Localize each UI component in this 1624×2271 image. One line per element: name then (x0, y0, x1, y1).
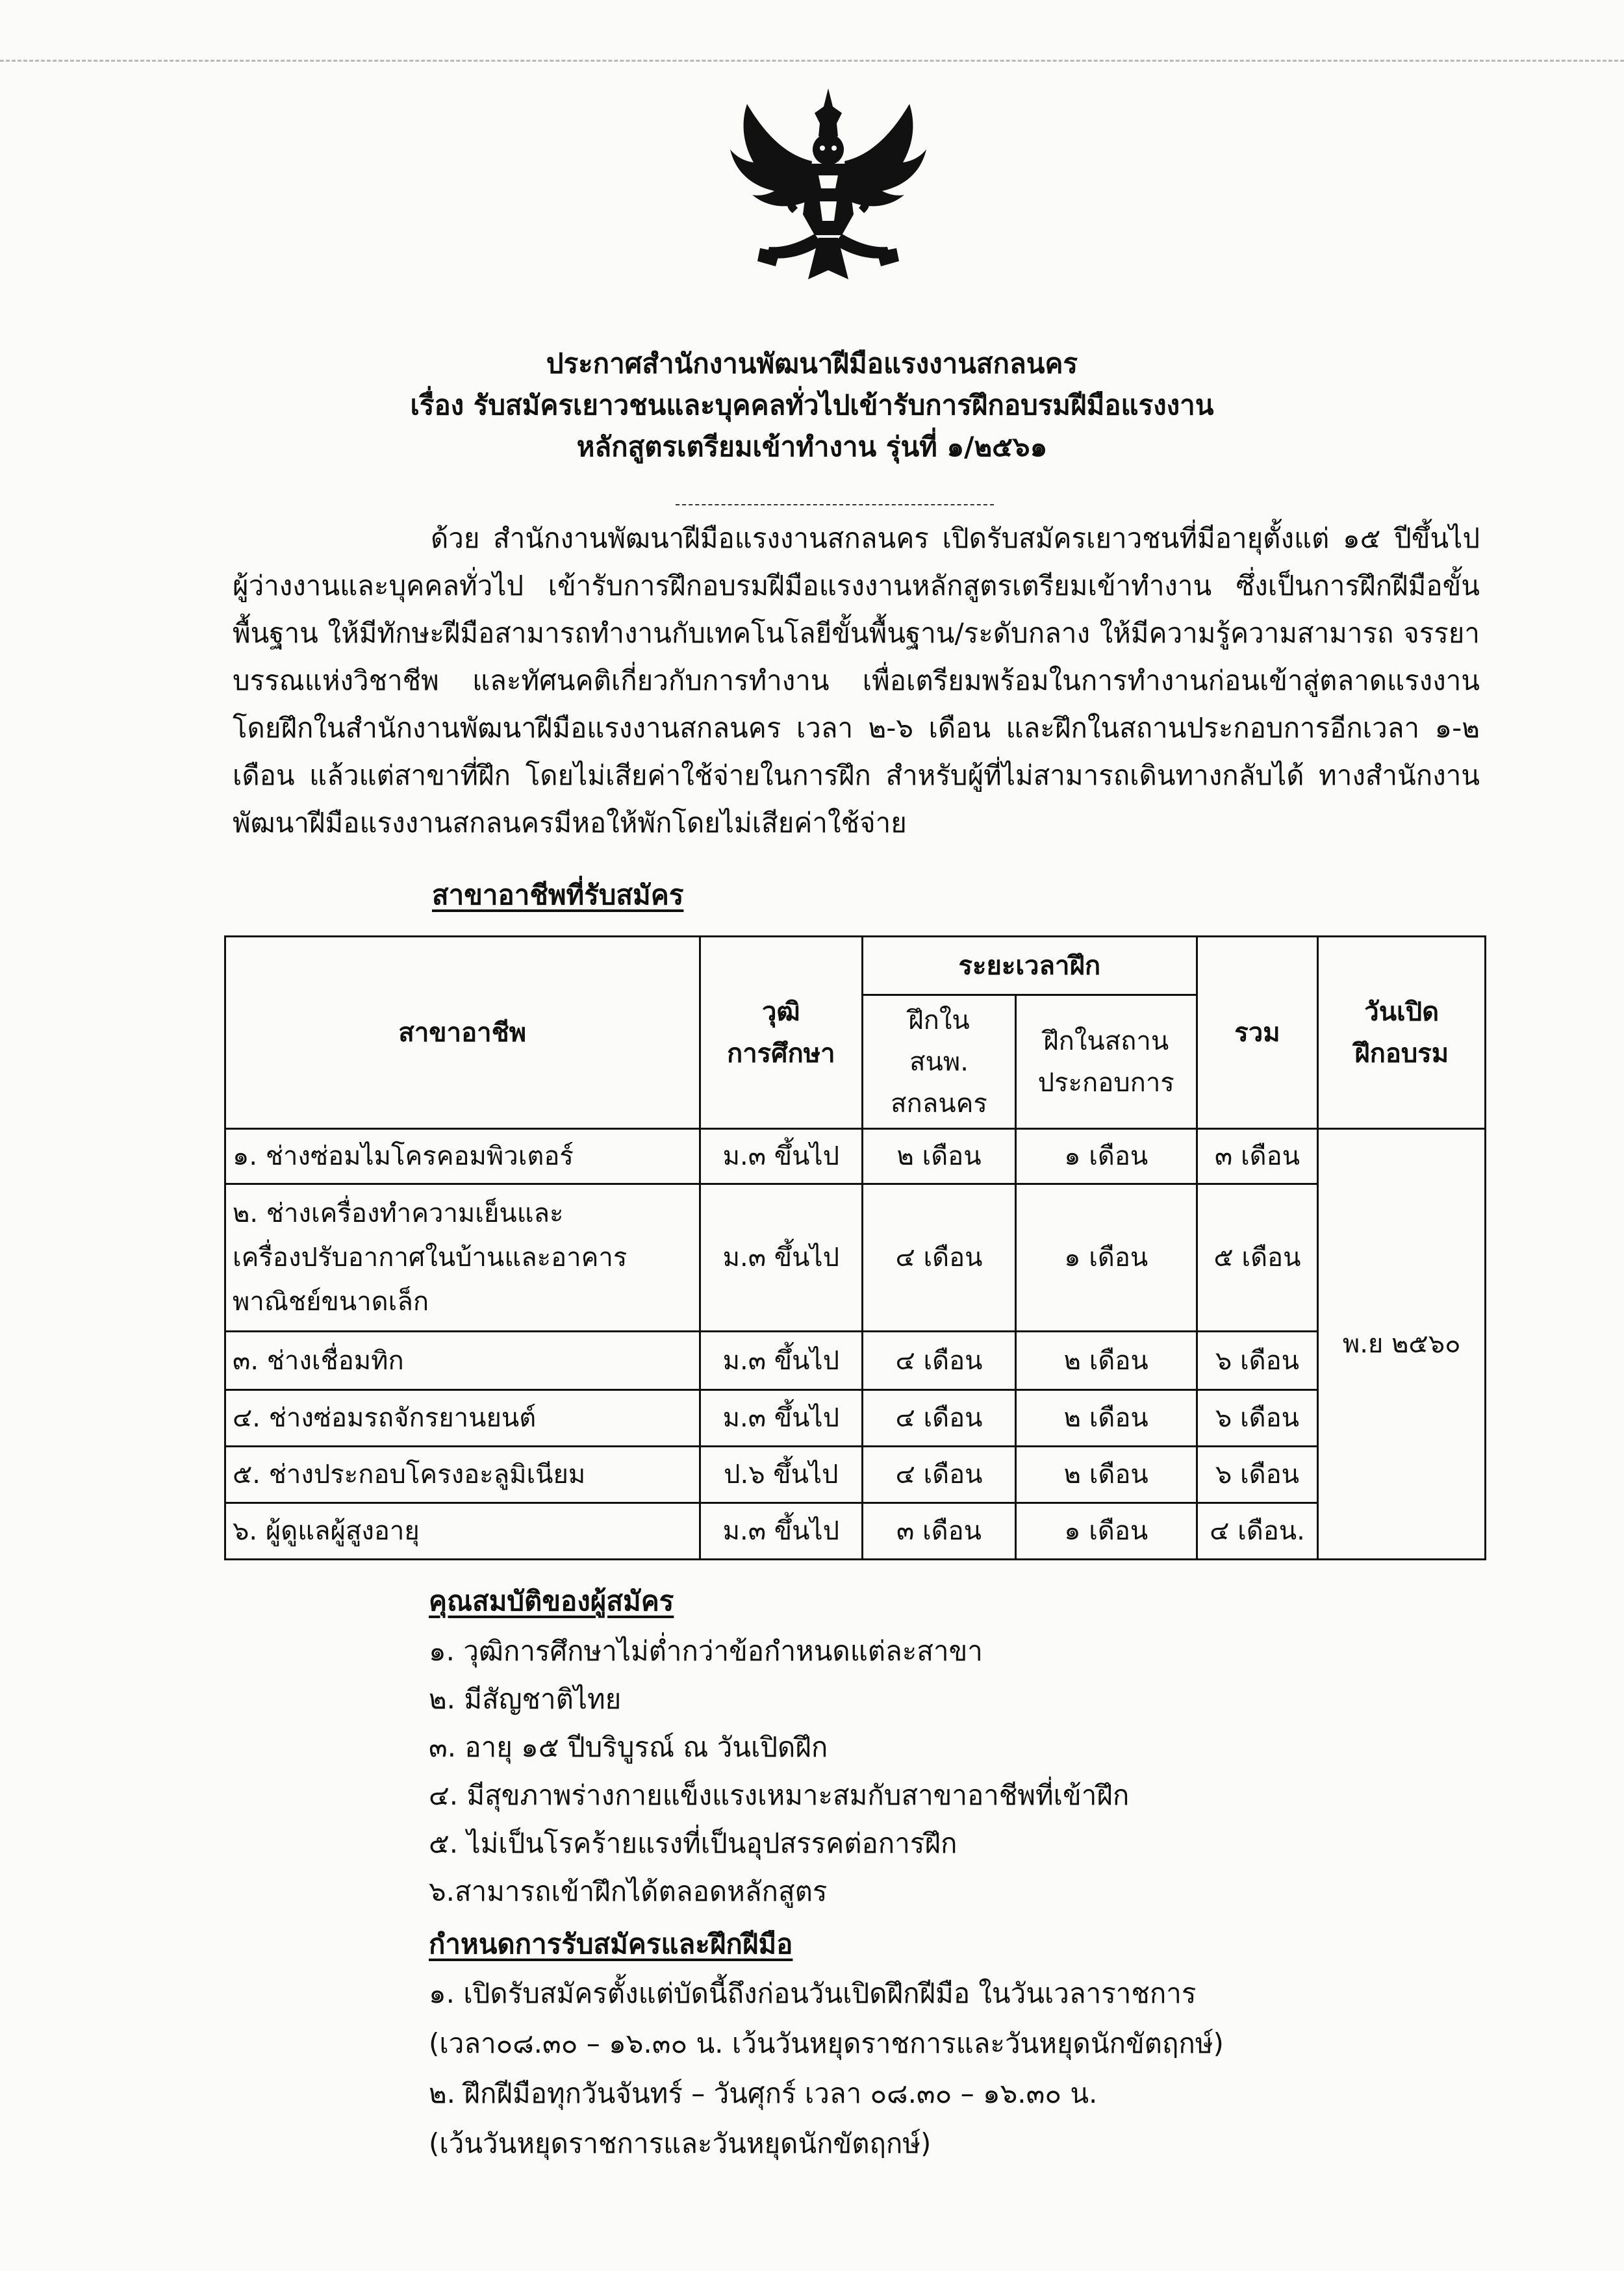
cell-workplace: ๒ เดือน (1015, 1390, 1197, 1447)
cell-education: ป.๖ ขึ้นไป (700, 1447, 863, 1503)
list-item: ๖.สามารถเข้าฝึกได้ตลอดหลักสูตร (429, 1875, 828, 1907)
cell-workplace: ๑ เดือน (1015, 1503, 1197, 1560)
cell-branch: ๒. ช่างเครื่องทำความเย็นและ เครื่องปรับอากาศในบ้านและอาคาร พาณิชย์ขนาดเล็ก (225, 1184, 700, 1332)
cell-branch: ๑. ช่างซ่อมไมโครคอมพิวเตอร์ (225, 1129, 700, 1184)
th-at-center: ฝึกใน สนพ. สกลนคร (863, 995, 1016, 1129)
th-branch: สาขาอาชีพ (225, 937, 700, 1129)
cell-workplace: ๒ เดือน (1015, 1447, 1197, 1503)
header-course: หลักสูตรเตรียมเข้าทำงาน รุ่นที่ ๑/๒๕๖๑ (576, 431, 1048, 463)
cell-branch: ๖. ผู้ดูแลผู้สูงอายุ (225, 1503, 700, 1560)
cell-center: ๒ เดือน (863, 1129, 1016, 1184)
top-dashed-rule (0, 60, 1624, 62)
list-item: ๕. ไม่เป็นโรคร้ายแรงที่เป็นอุปสรรคต่อการฝึก (429, 1827, 958, 1859)
cell-branch: ๕. ช่างประกอบโครงอะลูมิเนียม (225, 1447, 700, 1503)
table-row (225, 1447, 1486, 1503)
th-total: รวม (1197, 937, 1318, 1129)
garuda-emblem-icon (721, 84, 935, 292)
cell-center: ๔ เดือน (863, 1390, 1016, 1447)
table-row (225, 1503, 1486, 1560)
qualifications-list (429, 1627, 1468, 1916)
list-item: ๔. มีสุขภาพร่างกายแข็งแรงเหมาะสมกับสาขาอาชีพที่เข้าฝึก (429, 1779, 1130, 1811)
cell-start-date: พ.ย ๒๕๖๐ (1318, 1129, 1486, 1560)
cell-center: ๔ เดือน (863, 1184, 1016, 1332)
cell-workplace: ๑ เดือน (1015, 1129, 1197, 1184)
th-duration: ระยะเวลาฝึก (863, 937, 1197, 995)
courses-table (224, 935, 1486, 1560)
cell-total: ๖ เดือน (1197, 1390, 1318, 1447)
th-start-date: วันเปิด ฝึกอบรม (1318, 937, 1486, 1129)
cell-education: ม.๓ ขึ้นไป (700, 1129, 863, 1184)
list-item: ๑. วุฒิการศึกษาไม่ต่ำกว่าข้อกำหนดแต่ละสาขา (429, 1635, 983, 1667)
table-row (225, 1390, 1486, 1447)
table-row (225, 1332, 1486, 1390)
registration-heading: กำหนดการรับสมัครและฝึกฝีมือ (429, 1928, 793, 1960)
table-row (225, 1129, 1486, 1184)
header-divider (676, 504, 994, 505)
cell-education: ม.๓ ขึ้นไป (700, 1332, 863, 1390)
list-item: ๑. เปิดรับสมัครตั้งแต่บัดนี้ถึงก่อนวันเปิดฝึกฝีมือ ในวันเวลาราชการ (429, 1977, 1197, 2009)
cell-total: ๖ เดือน (1197, 1447, 1318, 1503)
list-item: (เวลา๐๘.๓๐ – ๑๖.๓๐ น. เว้นวันหยุดราชการและวันหยุดนักขัตฤกษ์) (429, 2027, 1224, 2059)
cell-center: ๓ เดือน (863, 1503, 1016, 1560)
th-education: วุฒิ การศึกษา (700, 937, 863, 1129)
cell-total: ๕ เดือน (1197, 1184, 1318, 1332)
qualifications-heading: คุณสมบัติของผู้สมัคร (429, 1585, 674, 1617)
cell-branch: ๔. ช่างซ่อมรถจักรยานยนต์ (225, 1390, 700, 1447)
list-item: ๒. มีสัญชาติไทย (429, 1683, 622, 1715)
header-title: ประกาศสำนักงานพัฒนาฝีมือแรงงานสกลนคร (546, 348, 1078, 379)
intro-paragraph: ด้วย สำนักงานพัฒนาฝีมือแรงงานสกลนคร เปิดรับสมัครเยาวชนที่มีอายุตั้งแต่ ๑๕ ปีขึ้นไป ผู้ว่างงานและบุคคลทั่วไป เข้ารับการฝึกอบรมฝีมือแรงงานหลักสูตรเตรียมเข้าทำงาน ซึ่งเป็นการฝึกฝีมือขั้นพื้นฐาน ให้มีทักษะฝีมือสามารถทำงานกับเทคโนโลยีขั้นพื้นฐาน/ระดับกลาง ให้มีความรู้ความสามารถ จรรยาบรรณแห่งวิชาชีพ และทัศนคติเกี่ยวกับการทำงาน เพื่อเตรียมพร้อมในการทำงานก่อนเข้าสู่ตลาดแรงงาน โดยฝึกในสำนักงานพัฒนาฝีมือแรงงานสกลนคร เวลา ๒-๖ เดือน และฝึกในสถานประกอบการอีกเวลา ๑-๒ เดือน แล้วแต่สาขาที่ฝึก โดยไม่เสียค่าใช้จ่ายในการฝึก สำหรับผู้ที่ไม่สามารถเดินทางกลับได้ ทางสำนักงานพัฒนาฝีมือแรงงานสกลนครมีหอให้พักโดยไม่เสียค่าใช้จ่าย (233, 522, 1480, 839)
list-item: (เว้นวันหยุดราชการและวันหยุดนักขัตฤกษ์) (429, 2127, 932, 2159)
courses-heading: สาขาอาชีพที่รับสมัคร (432, 879, 684, 911)
cell-workplace: ๒ เดือน (1015, 1332, 1197, 1390)
cell-total: ๓ เดือน (1197, 1129, 1318, 1184)
cell-total: ๖ เดือน (1197, 1332, 1318, 1390)
registration-list (429, 1968, 1501, 2168)
list-item: ๒. ฝึกฝีมือทุกวันจันทร์ – วันศุกร์ เวลา ๐๘.๓๐ – ๑๖.๓๐ น. (429, 2077, 1098, 2109)
cell-workplace: ๑ เดือน (1015, 1184, 1197, 1332)
table-row (225, 1184, 1486, 1332)
cell-education: ม.๓ ขึ้นไป (700, 1503, 863, 1560)
cell-total: ๔ เดือน. (1197, 1503, 1318, 1560)
list-item: ๓. อายุ ๑๕ ปีบริบูรณ์ ณ วันเปิดฝึก (429, 1731, 828, 1763)
th-at-workplace: ฝึกในสถาน ประกอบการ (1015, 995, 1197, 1129)
cell-center: ๔ เดือน (863, 1447, 1016, 1503)
cell-center: ๔ เดือน (863, 1332, 1016, 1390)
cell-branch: ๓. ช่างเชื่อมทิก (225, 1332, 700, 1390)
announcement-header (195, 343, 1429, 468)
header-subject: เรื่อง รับสมัครเยาวชนและบุคคลทั่วไปเข้ารับการฝึกอบรมฝีมือแรงงาน (410, 389, 1214, 421)
cell-education: ม.๓ ขึ้นไป (700, 1390, 863, 1447)
cell-education: ม.๓ ขึ้นไป (700, 1184, 863, 1332)
